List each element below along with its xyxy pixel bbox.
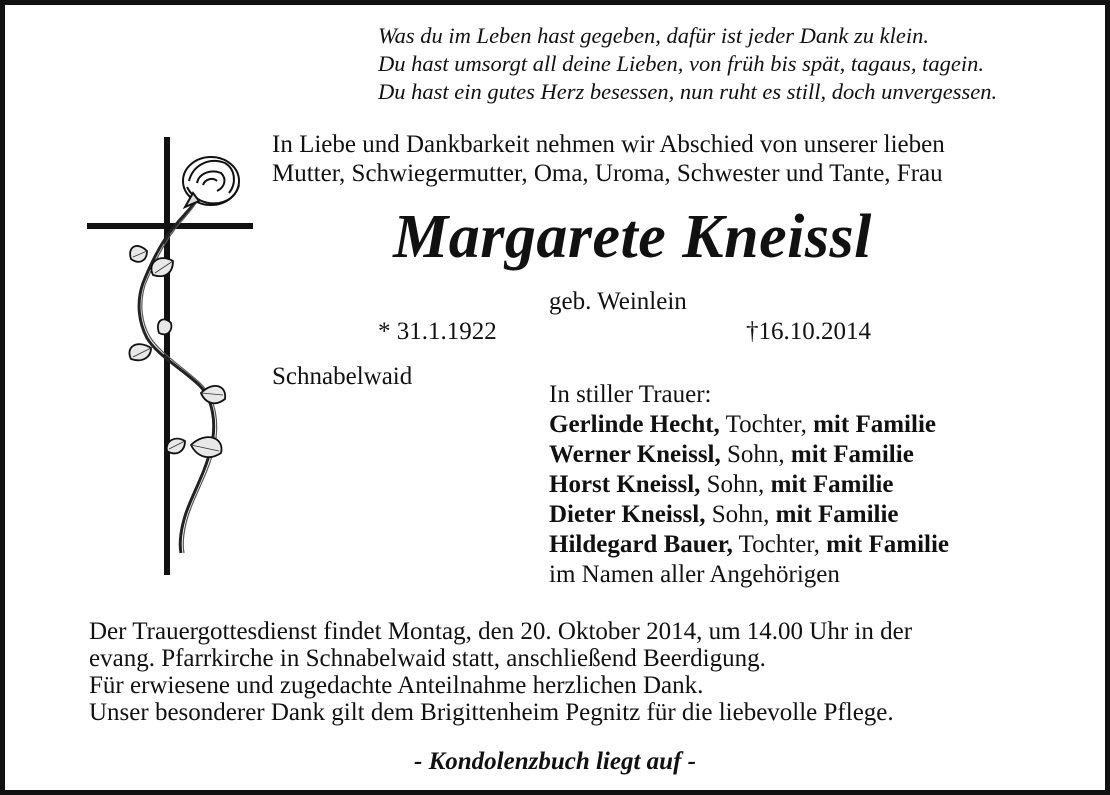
intro-line: Mutter, Schwiegermutter, Oma, Uroma, Schwester und Tante, Frau — [272, 160, 943, 187]
mourner-suffix: mit Familie — [790, 441, 914, 468]
service-line: Der Trauergottesdienst findet Montag, den 20. Oktober 2014, um 14.00 Uhr in der — [89, 618, 913, 645]
service-line: evang. Pfarrkirche in Schnabelwaid statt, anschließend Beerdigung. — [89, 645, 766, 672]
deceased-name: Margarete Kneissl — [393, 203, 872, 271]
mourners-closing: im Namen aller Angehörigen — [549, 561, 840, 588]
place: Schnabelwaid — [272, 363, 413, 390]
mourner-row — [549, 500, 949, 530]
mourner-name: Werner Kneissl, — [549, 441, 721, 468]
mourner-relation: Tochter, — [732, 531, 827, 558]
mourner-relation: Sohn, — [720, 441, 791, 468]
mourner-relation: Sohn, — [705, 501, 776, 528]
mourner-relation: Sohn, — [700, 471, 771, 498]
service-info — [89, 618, 912, 726]
mourner-suffix: mit Familie — [813, 411, 936, 438]
mourner-name: Gerlinde Hecht, — [549, 411, 720, 438]
poem-line: Was du im Leben hast gegeben, dafür ist jeder Dank zu klein. — [378, 23, 929, 48]
condolence-note: - Kondolenzbuch liegt auf - — [414, 748, 696, 775]
mourner-relation: Tochter, — [719, 411, 814, 438]
mourner-row — [549, 470, 949, 500]
poem-line: Du hast ein gutes Herz besessen, nun ruht es still, doch unvergessen. — [378, 79, 998, 104]
mourners-heading: In stiller Trauer: — [549, 381, 712, 408]
poem — [378, 22, 997, 106]
poem-line: Du hast umsorgt all deine Lieben, von früh bis spät, tagaus, tagein. — [378, 51, 985, 76]
mourner-suffix: mit Familie — [826, 531, 950, 558]
service-line: Für erwiesene und zugedachte Anteilnahme herzlichen Dank. — [89, 672, 704, 699]
maiden-name: geb. Weinlein — [549, 288, 687, 315]
death-date: †16.10.2014 — [746, 318, 871, 345]
mourner-name: Hildegard Bauer, — [549, 531, 733, 558]
mourner-suffix: mit Familie — [770, 471, 894, 498]
mourner-row — [549, 410, 949, 440]
birth-date: * 31.1.1922 — [378, 318, 497, 345]
mourner-row — [549, 440, 949, 470]
mourner-suffix: mit Familie — [775, 501, 899, 528]
intro-line: In Liebe und Dankbarkeit nehmen wir Abschied von unserer lieben — [272, 131, 945, 158]
service-line: Unser besonderer Dank gilt dem Brigittenheim Pegnitz für die liebevolle Pflege. — [89, 699, 894, 726]
intro-text — [272, 130, 945, 188]
mourner-name: Horst Kneissl, — [549, 471, 701, 498]
mourner-row — [549, 530, 949, 560]
mourner-name: Dieter Kneissl, — [549, 501, 706, 528]
mourners-list — [549, 380, 949, 590]
cross-with-rose-icon — [81, 123, 261, 583]
